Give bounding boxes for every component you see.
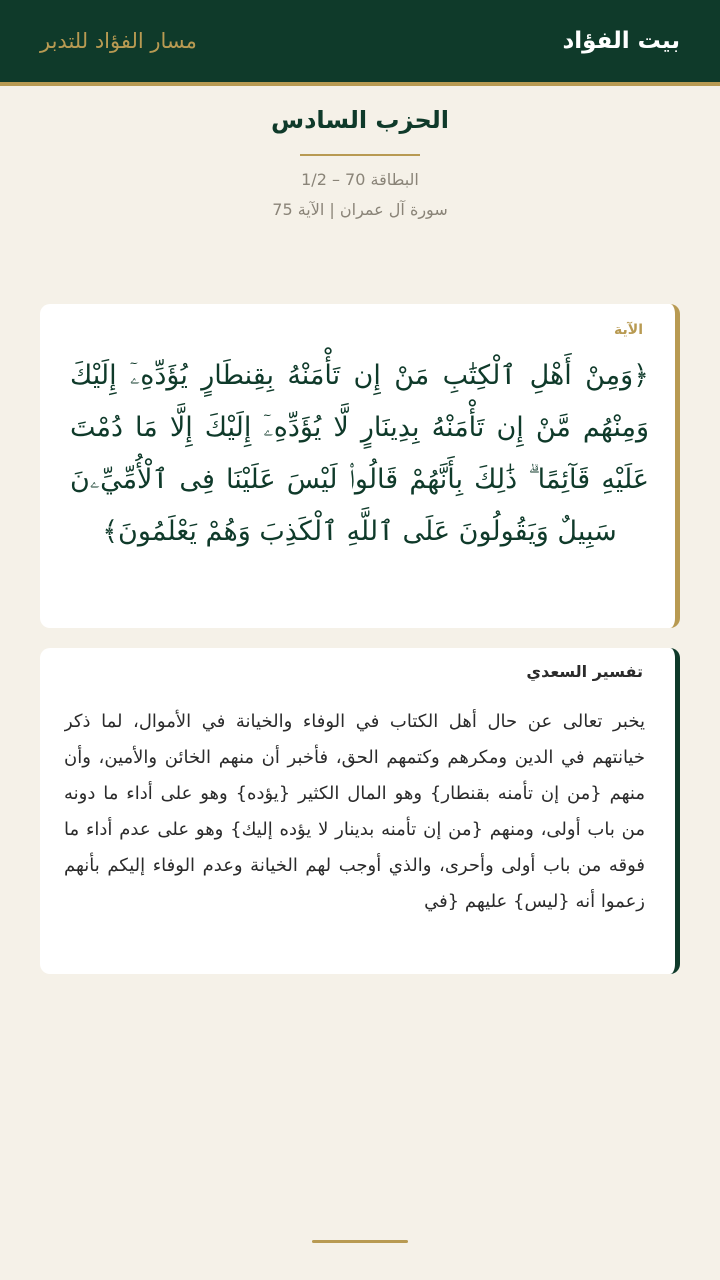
- top-bar: [0, 0, 720, 86]
- card-reference: البطاقة 70 – 1/2: [301, 170, 419, 189]
- surah-reference: سورة آل عمران | الآية 75: [272, 200, 448, 219]
- verse-card: [40, 304, 680, 628]
- tafsir-label: تفسير السعدي: [526, 662, 643, 681]
- verse-text: ﴿وَمِنْ أَهْلِ ٱلْكِتَٰبِ مَنْ إِن تَأْمَنْهُ بِقِنطَارٍ يُؤَدِّهِۦٓ إِلَيْكَ وَمِنْهُم مَّنْ إِن تَأْمَنْهُ بِدِينَارٍ لَّا يُؤَدِّهِۦٓ إِلَيْكَ إِلَّا مَا دُمْتَ عَلَيْهِ قَآئِمًا ۗ ذَٰلِكَ بِأَنَّهُمْ قَالُوا۟ لَيْسَ عَلَيْنَا فِى ٱلْأُمِّيِّۦنَ سَبِيلٌ وَيَقُولُونَ عَلَى ٱللَّهِ ٱلْكَذِبَ وَهُمْ يَعْلَمُونَ﴾: [70, 360, 649, 547]
- app-brand-title: بيت الفؤاد: [562, 28, 680, 54]
- title-divider: [300, 154, 420, 156]
- tafsir-card[interactable]: [40, 648, 680, 974]
- hizb-title: الحزب السادس: [270, 106, 450, 134]
- app-subtitle: مسار الفؤاد للتدبر: [40, 29, 197, 53]
- bottom-divider: [312, 1240, 408, 1243]
- tafsir-text: يخبر تعالى عن حال أهل الكتاب في الوفاء والخيانة في الأموال، لما ذكر خيانتهم في الدين ومكرهم وكتمهم الحق، فأخبر أن منهم الخائن والأمين، وأن منهم {من إن تأمنه بقنطار} وهو المال الكثير {يؤده} وهو على أداء ما دونه من باب أولى، ومنهم {من إن تأمنه بدينار لا يؤده إليك} وهو على عدم أداء ما فوقه من باب أولى وأحرى، والذي أوجب لهم الخيانة وعدم الوفاء إليكم بأنهم زعموا أنه {ليس} عليهم {في: [64, 711, 645, 912]
- verse-label: الآية: [614, 322, 643, 338]
